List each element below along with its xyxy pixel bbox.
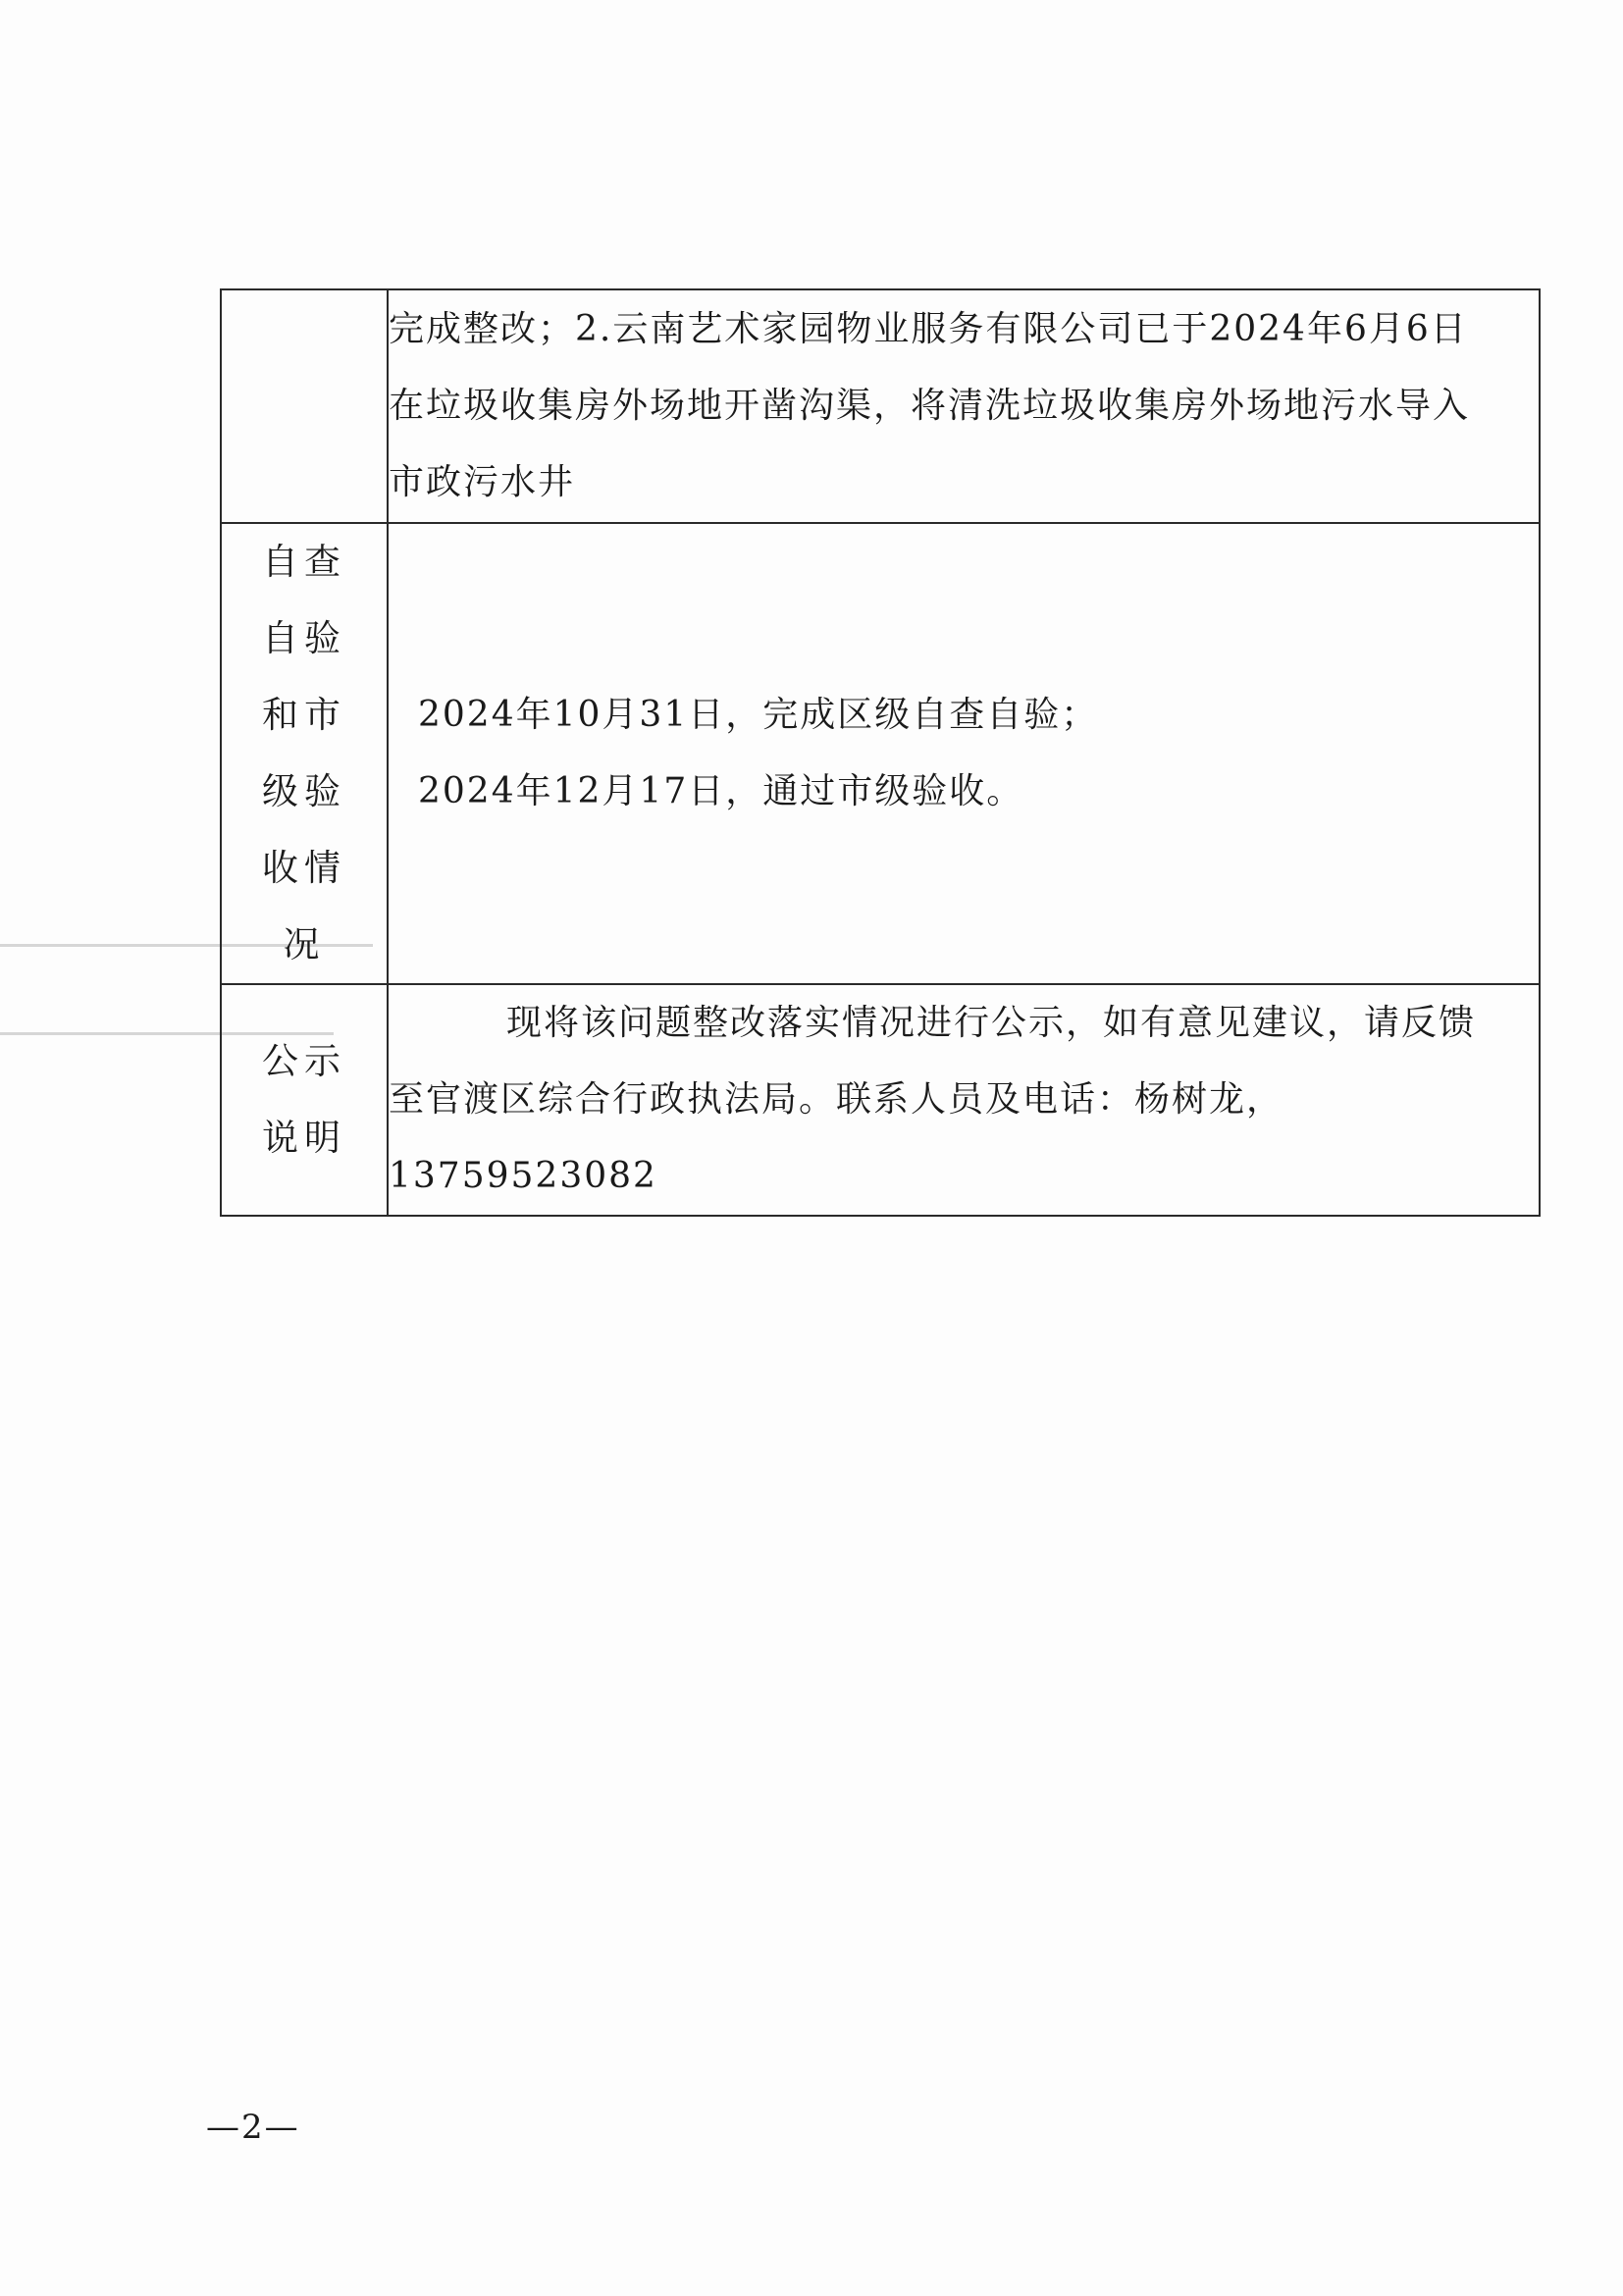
table-row xyxy=(221,289,1540,523)
detail-line-3: 市政污水井 xyxy=(389,462,576,502)
label-line: 说明 xyxy=(262,1117,346,1159)
rectification-detail-cell xyxy=(388,289,1540,523)
label-line: 公示 xyxy=(262,1040,346,1082)
notice-label-cell xyxy=(221,984,388,1216)
table-row xyxy=(221,523,1540,984)
row-label-empty xyxy=(221,289,388,523)
label-line: 收情 xyxy=(262,847,346,889)
label-line: 和市 xyxy=(262,694,346,736)
detail-line-2: 在垃圾收集房外场地开凿沟渠，将清洗垃圾收集房外场地污水导入 xyxy=(389,386,1471,426)
inspection-line-1: 2024年10月31日，完成区级自查自验； xyxy=(418,695,1099,735)
label-line: 级验 xyxy=(262,770,346,812)
inspection-detail-cell xyxy=(388,523,1540,984)
label-line: 自查 xyxy=(262,541,346,583)
detail-line-1: 完成整改；2.云南艺术家园物业服务有限公司已于2024年6月6日 xyxy=(389,309,1468,349)
label-line: 自验 xyxy=(262,617,346,659)
inspection-line-2: 2024年12月17日，通过市级验收。 xyxy=(418,771,1024,811)
rectification-table xyxy=(220,288,1541,1217)
notice-detail-cell xyxy=(388,984,1540,1216)
table-row xyxy=(221,984,1540,1216)
label-line: 况 xyxy=(283,923,326,965)
inspection-label-cell xyxy=(221,523,388,984)
page-number: —2— xyxy=(206,2108,300,2147)
notice-line-1: 现将该问题整改落实情况进行公示，如有意见建议，请反馈 xyxy=(506,1003,1477,1043)
notice-line-2: 至官渡区综合行政执法局。联系人员及电话：杨树龙，13759523082 xyxy=(389,1079,1284,1196)
